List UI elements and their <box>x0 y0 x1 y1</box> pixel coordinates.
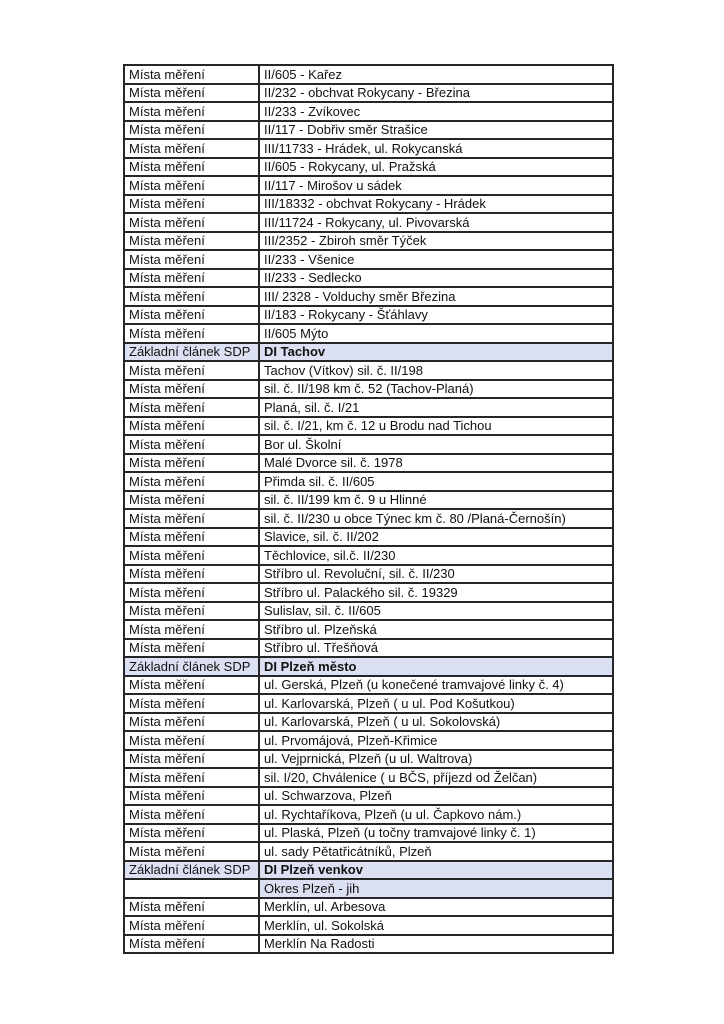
table-row <box>124 213 613 232</box>
row-value-cell: ul. Rychtaříkova, Plzeň (u ul. Čapkovo nám.) <box>259 805 613 824</box>
table-row <box>124 176 613 195</box>
row-value-cell: II/605 - Kařez <box>259 65 613 84</box>
row-label-cell: Místa měření <box>124 250 259 269</box>
row-value-cell: Stříbro ul. Třešňová <box>259 639 613 658</box>
row-label-cell: Místa měření <box>124 639 259 658</box>
table-row <box>124 787 613 806</box>
row-value-cell: Planá, sil. č. I/21 <box>259 398 613 417</box>
table-row <box>124 343 613 362</box>
row-value-cell: II/605 Mýto <box>259 324 613 343</box>
row-value-cell: II/117 - Mirošov u sádek <box>259 176 613 195</box>
row-value-cell: II/233 - Sedlecko <box>259 269 613 288</box>
row-value-cell: II/605 - Rokycany, ul. Pražská <box>259 158 613 177</box>
row-value-cell: sil. č. II/230 u obce Týnec km č. 80 /Planá-Černošín) <box>259 509 613 528</box>
table-row <box>124 324 613 343</box>
row-label-cell: Místa měření <box>124 768 259 787</box>
row-value-cell: Tachov (Vítkov) sil. č. II/198 <box>259 361 613 380</box>
table-row <box>124 602 613 621</box>
table-row <box>124 84 613 103</box>
table-row <box>124 694 613 713</box>
row-value-cell: II/117 - Dobřiv směr Strašice <box>259 121 613 140</box>
table-row <box>124 417 613 436</box>
row-label-cell: Místa měření <box>124 213 259 232</box>
table-row <box>124 250 613 269</box>
row-label-cell: Místa měření <box>124 824 259 843</box>
row-value-cell: Přimda sil. č. II/605 <box>259 472 613 491</box>
row-value-cell: Okres Plzeň - jih <box>259 879 613 898</box>
row-label-cell: Místa měření <box>124 713 259 732</box>
table-row <box>124 768 613 787</box>
table-row <box>124 195 613 214</box>
row-label-cell: Místa měření <box>124 139 259 158</box>
table-row <box>124 398 613 417</box>
row-label-cell: Místa měření <box>124 398 259 417</box>
table-row <box>124 842 613 861</box>
row-label-cell: Místa měření <box>124 750 259 769</box>
table-row <box>124 805 613 824</box>
row-value-cell: Slavice, sil. č. II/202 <box>259 528 613 547</box>
table-row <box>124 121 613 140</box>
row-label-cell: Místa měření <box>124 435 259 454</box>
row-value-cell: sil. č. II/199 km č. 9 u Hlinné <box>259 491 613 510</box>
table-row <box>124 454 613 473</box>
row-label-cell: Základní článek SDP <box>124 657 259 676</box>
row-value-cell: Merklín Na Radosti <box>259 935 613 954</box>
row-value-cell: III/11724 - Rokycany, ul. Pivovarská <box>259 213 613 232</box>
table-row <box>124 158 613 177</box>
row-value-cell: II/233 - Zvíkovec <box>259 102 613 121</box>
row-value-cell: ul. Karlovarská, Plzeň ( u ul. Sokolovská) <box>259 713 613 732</box>
measurement-table-body <box>124 65 613 953</box>
table-row <box>124 676 613 695</box>
table-row <box>124 713 613 732</box>
row-label-cell: Místa měření <box>124 361 259 380</box>
row-label-cell: Místa měření <box>124 916 259 935</box>
row-value-cell: Sulislav, sil. č. II/605 <box>259 602 613 621</box>
table-row <box>124 509 613 528</box>
row-label-cell: Místa měření <box>124 232 259 251</box>
row-label-cell: Místa měření <box>124 102 259 121</box>
row-label-cell: Místa měření <box>124 842 259 861</box>
row-label-cell: Místa měření <box>124 731 259 750</box>
row-value-cell: ul. Plaská, Plzeň (u točny tramvajové linky č. 1) <box>259 824 613 843</box>
row-label-cell: Místa měření <box>124 898 259 917</box>
row-value-cell: Malé Dvorce sil. č. 1978 <box>259 454 613 473</box>
table-row <box>124 620 613 639</box>
row-label-cell: Místa měření <box>124 491 259 510</box>
measurement-table <box>123 64 614 954</box>
row-value-cell: ul. Vejprnická, Plzeň (u ul. Waltrova) <box>259 750 613 769</box>
table-row <box>124 639 613 658</box>
row-label-cell: Místa měření <box>124 787 259 806</box>
table-row <box>124 287 613 306</box>
row-value-cell: II/233 - Všenice <box>259 250 613 269</box>
row-value-cell: Stříbro ul. Plzeňská <box>259 620 613 639</box>
table-row <box>124 916 613 935</box>
row-value-cell: sil. č. I/21, km č. 12 u Brodu nad Tichou <box>259 417 613 436</box>
row-label-cell: Místa měření <box>124 602 259 621</box>
row-value-cell: II/232 - obchvat Rokycany - Březina <box>259 84 613 103</box>
row-label-cell: Místa měření <box>124 306 259 325</box>
row-label-cell: Základní článek SDP <box>124 861 259 880</box>
table-row <box>124 546 613 565</box>
table-row <box>124 657 613 676</box>
row-value-cell: Stříbro ul. Revoluční, sil. č. II/230 <box>259 565 613 584</box>
table-row <box>124 731 613 750</box>
row-value-cell: DI Plzeň město <box>259 657 613 676</box>
row-value-cell: III/2352 - Zbiroh směr Týček <box>259 232 613 251</box>
table-row <box>124 380 613 399</box>
row-label-cell: Místa měření <box>124 158 259 177</box>
row-label-cell: Místa měření <box>124 472 259 491</box>
table-row <box>124 750 613 769</box>
row-label-cell: Místa měření <box>124 269 259 288</box>
row-value-cell: Bor ul. Školní <box>259 435 613 454</box>
table-row <box>124 65 613 84</box>
table-row <box>124 306 613 325</box>
row-value-cell: ul. Schwarzova, Plzeň <box>259 787 613 806</box>
row-label-cell: Místa měření <box>124 454 259 473</box>
row-value-cell: III/11733 - Hrádek, ul. Rokycanská <box>259 139 613 158</box>
row-value-cell: Těchlovice, sil.č. II/230 <box>259 546 613 565</box>
row-label-cell: Místa měření <box>124 583 259 602</box>
row-label-cell <box>124 879 259 898</box>
row-value-cell: Stříbro ul. Palackého sil. č. 19329 <box>259 583 613 602</box>
row-label-cell: Místa měření <box>124 620 259 639</box>
table-row <box>124 472 613 491</box>
table-row <box>124 898 613 917</box>
table-row <box>124 565 613 584</box>
row-label-cell: Místa měření <box>124 121 259 140</box>
row-label-cell: Místa měření <box>124 65 259 84</box>
table-row <box>124 232 613 251</box>
row-label-cell: Místa měření <box>124 84 259 103</box>
table-row <box>124 861 613 880</box>
table-row <box>124 269 613 288</box>
row-value-cell: ul. Gerská, Plzeň (u konečené tramvajové linky č. 4) <box>259 676 613 695</box>
row-label-cell: Místa měření <box>124 287 259 306</box>
table-row <box>124 824 613 843</box>
table-row <box>124 435 613 454</box>
row-label-cell: Místa měření <box>124 324 259 343</box>
table-row <box>124 139 613 158</box>
table-row <box>124 935 613 954</box>
row-value-cell: Merklín, ul. Arbesova <box>259 898 613 917</box>
row-value-cell: Merklín, ul. Sokolská <box>259 916 613 935</box>
row-value-cell: III/18332 - obchvat Rokycany - Hrádek <box>259 195 613 214</box>
row-value-cell: DI Tachov <box>259 343 613 362</box>
row-value-cell: II/183 - Rokycany - Šťáhlavy <box>259 306 613 325</box>
row-label-cell: Základní článek SDP <box>124 343 259 362</box>
table-row <box>124 879 613 898</box>
row-label-cell: Místa měření <box>124 805 259 824</box>
row-label-cell: Místa měření <box>124 417 259 436</box>
row-label-cell: Místa měření <box>124 528 259 547</box>
row-value-cell: ul. sady Pětatřicátníků, Plzeň <box>259 842 613 861</box>
table-row <box>124 361 613 380</box>
table-row <box>124 102 613 121</box>
table-row <box>124 583 613 602</box>
table-row <box>124 528 613 547</box>
table-row <box>124 491 613 510</box>
row-label-cell: Místa měření <box>124 676 259 695</box>
row-label-cell: Místa měření <box>124 380 259 399</box>
row-label-cell: Místa měření <box>124 565 259 584</box>
row-label-cell: Místa měření <box>124 509 259 528</box>
row-value-cell: III/ 2328 - Volduchy směr Březina <box>259 287 613 306</box>
row-value-cell: ul. Prvomájová, Plzeň-Křimice <box>259 731 613 750</box>
row-label-cell: Místa měření <box>124 694 259 713</box>
row-label-cell: Místa měření <box>124 176 259 195</box>
row-value-cell: sil. I/20, Chválenice ( u BČS, příjezd od Želčan) <box>259 768 613 787</box>
row-value-cell: ul. Karlovarská, Plzeň ( u ul. Pod Košutkou) <box>259 694 613 713</box>
row-label-cell: Místa měření <box>124 546 259 565</box>
row-value-cell: DI Plzeň venkov <box>259 861 613 880</box>
row-label-cell: Místa měření <box>124 935 259 954</box>
row-value-cell: sil. č. II/198 km č. 52 (Tachov-Planá) <box>259 380 613 399</box>
row-label-cell: Místa měření <box>124 195 259 214</box>
